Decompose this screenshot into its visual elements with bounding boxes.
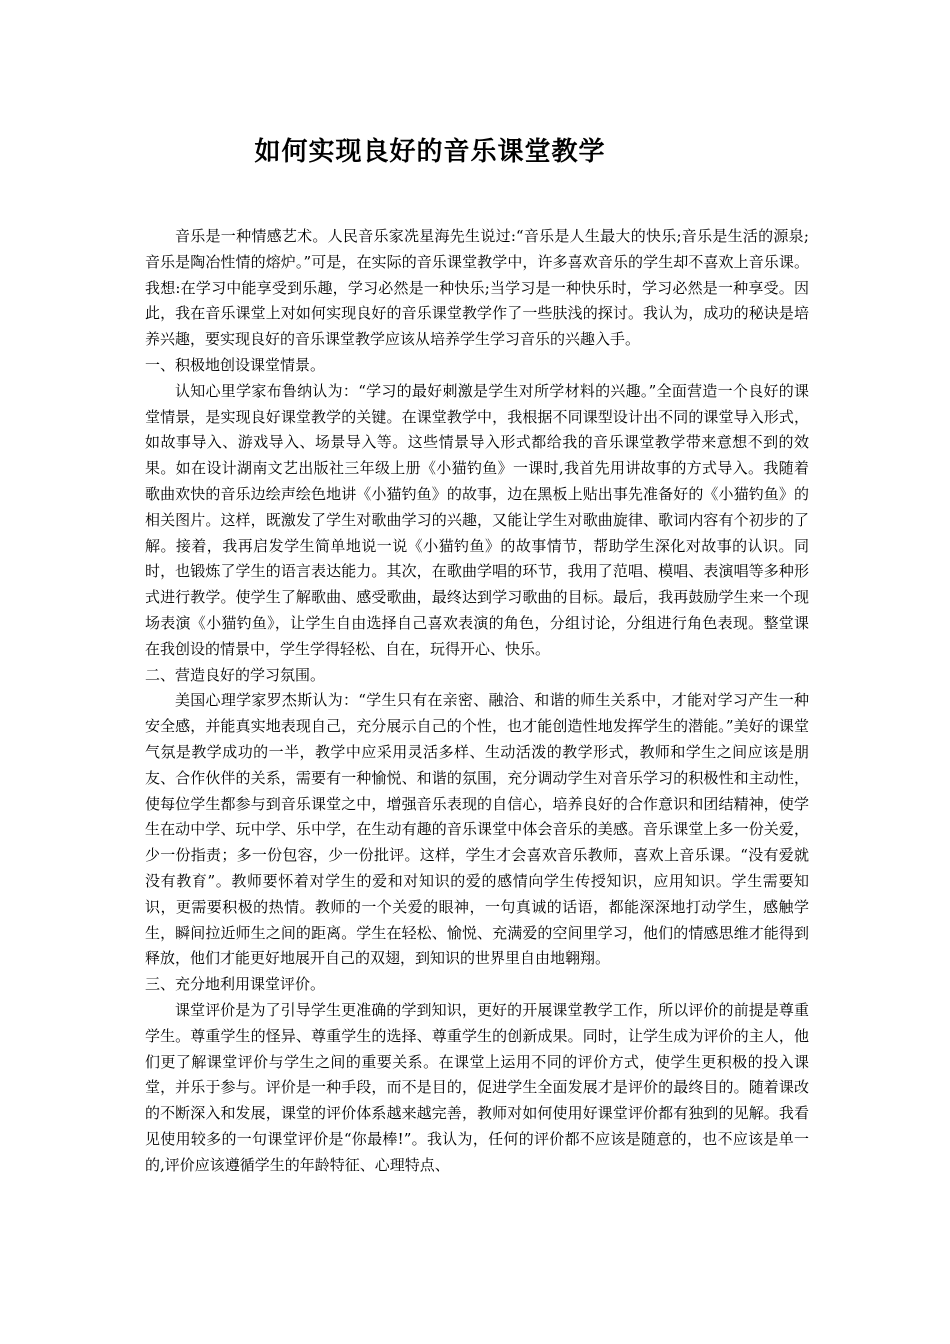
- section-paragraph-3: 课堂评价是为了引导学生更准确的学到知识，更好的开展课堂教学工作，所以评价的前提是尊重学生。尊重学生的怪异、尊重学生的选择、尊重学生的创新成果。同时，让学生成为评价的主人，他们更了解课堂评价与学生之间的重要关系。在课堂上运用不同的评价方式，使学生更积极的投入课堂，并乐于参与。评价是一种手段，而不是目的，促进学生全面发展才是评价的最终目的。随着课改的不断深入和发展，课堂的评价体系越来越完善，教师对如何使用好课堂评价都有独到的见解。我看见使用较多的一句课堂评价是“你最棒!”。我认为，任何的评价都不应该是随意的，也不应该是单一的,评价应该遵循学生的年龄特征、心理特点、: [145, 1000, 809, 1174]
- section-heading-2: 二、营造良好的学习氛围。: [145, 665, 326, 684]
- section-paragraph-2: 美国心理学家罗杰斯认为：“学生只有在亲密、融洽、和谐的师生关系中，才能对学习产生一种安全感，并能真实地表现自己，充分展示自己的个性，也才能创造性地发挥学生的潜能。”美好的课堂气氛是教学成功的一半，教学中应采用灵活多样、生动活泼的教学形式，教师和学生之间应该是朋友、合作伙伴的关系，需要有一种愉悦、和谐的氛围，充分调动学生对音乐学习的积极性和主动性，使每位学生都参与到音乐课堂之中，增强音乐表现的自信心，培养良好的合作意识和团结精神，使学生在动中学、玩中学、乐中学，在生动有趣的音乐课堂中体会音乐的美感。音乐课堂上多一份关爱，少一份指责；多一份包容，少一份批评。这样，学生才会喜欢音乐教师，喜欢上音乐课。“没有爱就没有教育”。教师要怀着对学生的爱和对知识的爱的感情向学生传授知识，应用知识。学生需要知识，更需要积极的热情。教师的一个关爱的眼神，一句真诚的话语，都能深深地打动学生，感触学生，瞬间拉近师生之间的距离。学生在轻松、愉悦、充满爱的空间里学习，他们的情感思维才能得到释放，他们才能更好地展开自己的双翅，到知识的世界里自由地翱翔。: [145, 691, 809, 968]
- section-heading-1: 一、积极地创设课堂情景。: [145, 355, 326, 374]
- section-paragraph-1: 认知心里学家布鲁纳认为：“学习的最好刺激是学生对所学材料的兴趣。”全面营造一个良好的课堂情景，是实现良好课堂教学的关键。在课堂教学中，我根据不同课型设计出不同的课堂导入形式，如故事导入、游戏导入、场景导入等。这些情景导入形式都给我的音乐课堂教学带来意想不到的效果。如在设计湖南文艺出版社三年级上册《小猫钓鱼》一课时,我首先用讲故事的方式导入。我随着歌曲欢快的音乐边绘声绘色地讲《小猫钓鱼》的故事，边在黑板上贴出事先准备好的《小猫钓鱼》的相关图片。这样，既激发了学生对歌曲学习的兴趣，又能让学生对歌曲旋律、歌词内容有个初步的了解。接着，我再启发学生简单地说一说《小猫钓鱼》的故事情节，帮助学生深化对故事的认识。同时，也锻炼了学生的语言表达能力。其次，在歌曲学唱的环节，我用了范唱、模唱、表演唱等多种形式进行教学。使学生了解歌曲、感受歌曲，最终达到学习歌曲的目标。最后，我再鼓励学生来一个现场表演《小猫钓鱼》，让学生自由选择自己喜欢表演的角色，分组讨论，分组进行角色表现。整堂课在我创设的情景中，学生学得轻松、自在，玩得开心、快乐。: [145, 381, 809, 658]
- section-heading-3: 三、充分地利用课堂评价。: [145, 975, 326, 994]
- document-body: [145, 224, 809, 1178]
- intro-paragraph: 音乐是一种情感艺术。人民音乐家冼星海先生说过:“音乐是人生最大的快乐;音乐是生活的源泉;音乐是陶冶性情的熔炉。”可是，在实际的音乐课堂教学中，许多喜欢音乐的学生却不喜欢上音乐课。我想:在学习中能享受到乐趣，学习必然是一种快乐;当学习是一种快乐时，学习必然是一种享受。因此，我在音乐课堂上对如何实现良好的音乐课堂教学作了一些肤浅的探讨。我认为，成功的秘诀是培养兴趣，要实现良好的音乐课堂教学应该从培养学生学习音乐的兴趣入手。: [145, 227, 809, 349]
- document-title: 如何实现良好的音乐课堂教学: [254, 137, 606, 167]
